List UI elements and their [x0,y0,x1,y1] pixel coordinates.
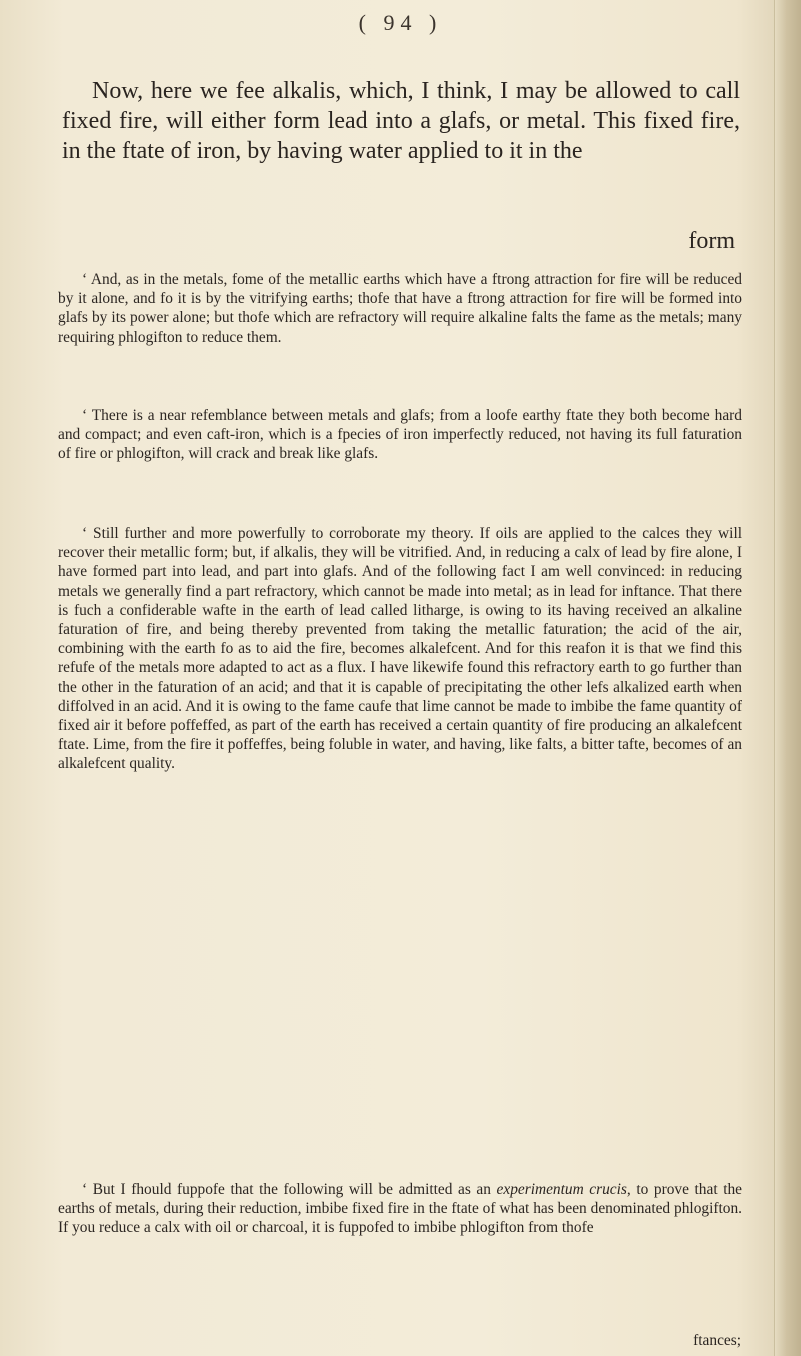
footnote-4 [58,1180,742,1238]
page-edge [774,0,801,1356]
main-paragraph: Now, here we fee alkalis, which, I think, I may be allowed to call fixed fire, will either form lead into a glafs, or metal. This fixed fire, in the ftate of iron, by having water applied to it in the [62,78,740,164]
footnote-4-text-b: , to prove that the earths of metals, during their reduction, imbibe fixed fire in the ftate of what has been denominated phlogifton. If you reduce a calx with oil or charcoal, it is fuppofed to imbibe phlogifton from thofe [58,1181,742,1237]
footnote-catchword: ftances; [693,1332,741,1349]
page-number: ( 94 ) [358,10,443,35]
footnote-2: ‘ There is a near refemblance between metals and glafs; from a loofe earthy ftate they both become hard and compact; and even caft-iron, which is a fpecies of iron imperfectly reduced, not having its full faturation of fire or phlogifton, will crack and break like glafs. [58,407,742,463]
footnote-3: ‘ Still further and more powerfully to corroborate my theory. If oils are applied to the calces they will recover their metallic form; but, if alkalis, they will be vitrified. And, in reducing a calx of lead by fire alone, I have formed part into lead, and part into glafs. And of the following fact I am well convinced: in reducing metals we generally find a part refractory, which cannot be made into metal; as in lead for inftance. That there is fuch a confiderable wafte in the earth of lead called litharge, is owing to its having received an alkaline faturation of fire, and being thereby prevented from taking the metallic faturation; the acid of the air, combining with the earth fo as to aid the fire, becomes alkalefcent. And for this reafon it is that we find this refufe of the metals more adapted to act as a flux. I have likewife found this refractory earth to go further than the other in the faturation of an acid; and that it is capable of precipitating the other lefs alkalized earth when diffolved in an acid. And it is owing to the fame caufe that lime cannot be made to imbibe the fame quantity of fixed air it before poffeffed, as part of the earth has received a certain quantity of fire producing an alkalefcent ftate. Lime, from the fire it poffeffes, being foluble in water, and having, like falts, a bitter tafte, becomes of an alkalefcent quality. [58,525,742,773]
main-catchword: form [688,228,735,254]
footnote-4-italic: experimentum crucis [496,1181,627,1198]
footnote-4-text-a: ‘ But I fhould fuppofe that the following will be admitted as an [82,1181,497,1198]
footnote-1: ‘ And, as in the metals, fome of the metallic earths which have a ftrong attraction for fire will be reduced by it alone, and fo it is by the vitrifying earths; thofe that have a ftrong attraction for fire will be formed into glafs by its power alone; but thofe which are refractory will require alkaline falts the fame as the metals; many requiring phlogifton to reduce them. [58,271,742,346]
